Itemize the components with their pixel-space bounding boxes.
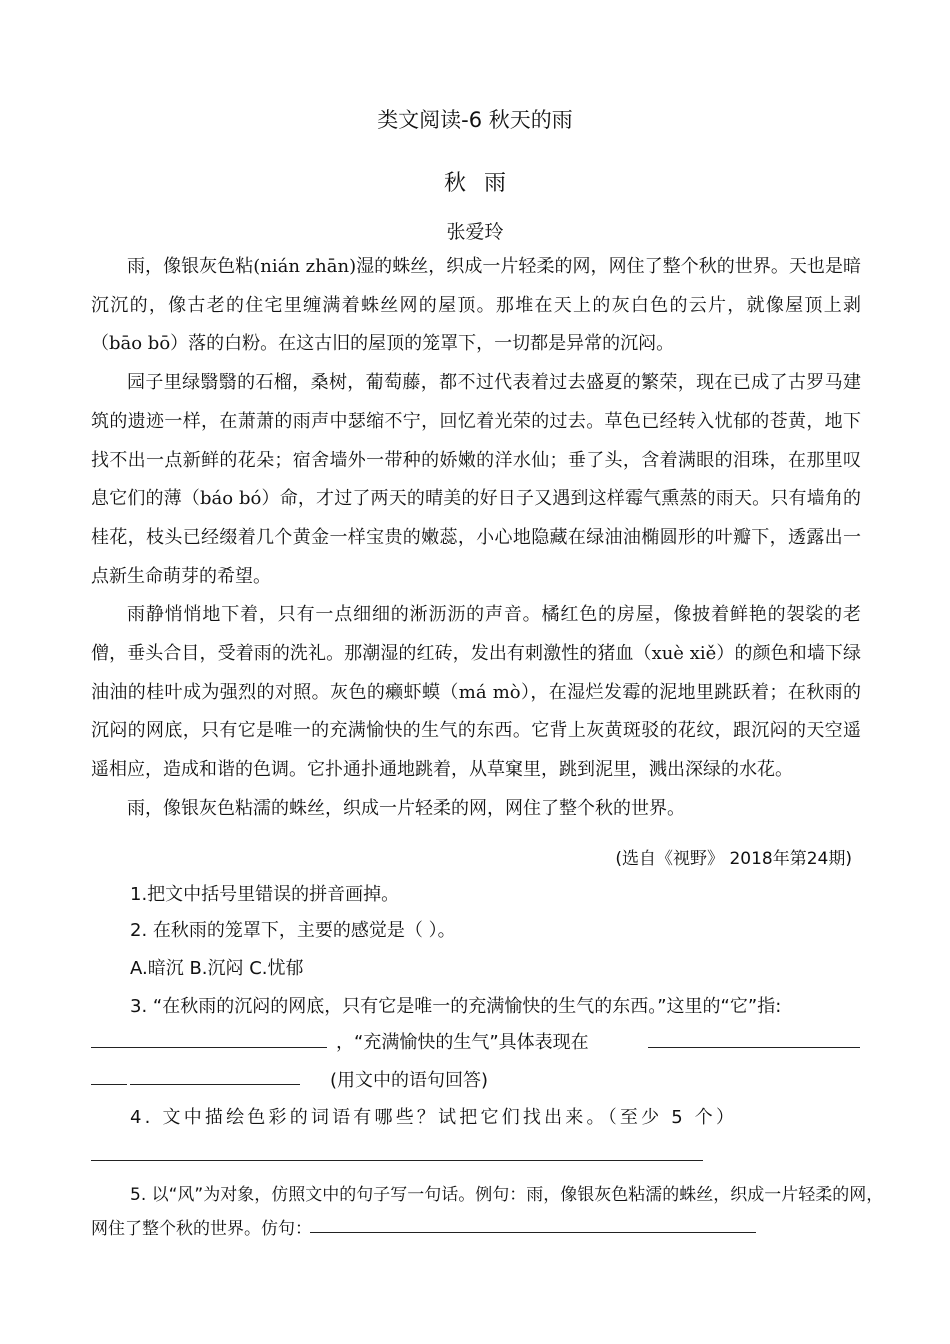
question-2: 2. 在秋雨的笼罩下，主要的感觉是（ ）。: [130, 920, 456, 941]
question-5-continued: 网住了整个秋的世界。仿句：: [91, 1219, 312, 1239]
answer-blank-3a[interactable]: [91, 1047, 327, 1048]
question-3: 3. “在秋雨的沉闷的网底，只有它是唯一的充满愉快的生气的东西。”这里的“它”指:: [130, 996, 782, 1017]
article-title: 秋雨: [443, 171, 524, 196]
answer-blank-3b[interactable]: [648, 1047, 860, 1048]
answer-blank-5[interactable]: [310, 1232, 756, 1233]
question-3-middle: ，“充满愉快的生气”具体表现在: [336, 1032, 589, 1053]
source-citation: (选自《视野》 2018年第24期): [615, 849, 852, 869]
question-1: 1.把文中括号里错误的拼音画掉。: [130, 884, 400, 905]
question-2-options: A.暗沉 B.沉闷 C.忧郁: [130, 958, 304, 979]
answer-blank-3c[interactable]: [91, 1084, 127, 1085]
author-name: 张爱玲: [446, 221, 504, 243]
paragraph-2: 园子里绿翳翳的石榴，桑树，葡萄藤，都不过代表着过去盛夏的繁荣，现在已成了古罗马建筑的遗迹一样，在萧萧的雨声中瑟缩不宁，回忆着光荣的过去。草色已经转入忧郁的苍黄，地下找不出一点新鲜的花朵；宿舍墙外一带种的娇嫩的洋水仙；垂了头，含着满眼的泪珠，在那里叹息它们的薄（báo bó）命，才过了两天的晴美的好日子又遇到这样霉气熏蒸的雨天。只有墙角的桂花，枝头已经缀着几个黄金一样宝贵的嫩蕊，小心地隐藏在绿油油椭圆形的叶瓣下，透露出一点新生命萌芽的希望。: [91, 372, 861, 587]
category-title: 类文阅读-6 秋天的雨: [377, 108, 573, 132]
question-5: 5. 以“风”为对象，仿照文中的句子写一句话。例句：雨，像银灰色粘濡的蛛丝，织成一片轻柔的网，: [130, 1185, 884, 1205]
paragraph-4: 雨，像银灰色粘濡的蛛丝，织成一片轻柔的网，网住了整个秋的世界。: [127, 797, 685, 819]
question-4: 4. 文中描绘色彩的词语有哪些？试把它们找出来。（至少 5 个）: [130, 1107, 738, 1128]
paragraph-3: 雨静悄悄地下着，只有一点细细的淅沥沥的声音。橘红色的房屋，像披着鲜艳的袈裟的老僧，垂头合目，受着雨的洗礼。那潮湿的红砖，发出有刺激性的猪血（xuè xiě）的颜色和墙下绿油油的桂叶成为强烈的对照。灰色的癞虾蟆（má mò），在湿烂发霉的泥地里跳跃着；在秋雨的沉闷的网底，只有它是唯一的充满愉快的生气的东西。它背上灰黄斑驳的花纹，跟沉闷的天空遥遥相应，造成和谐的色调。它扑通扑通地跳着，从草窠里，跳到泥里，溅出深绿的水花。: [91, 604, 861, 781]
answer-blank-4[interactable]: [91, 1160, 703, 1161]
paragraph-1: 雨，像银灰色粘(nián zhān)湿的蛛丝，织成一片轻柔的网，网住了整个秋的世界。天也是暗沉沉的，像古老的住宅里缠满着蛛丝网的屋顶。那堆在天上的灰白色的云片，就像屋顶上剥（bāo bō）落的白粉。在这古旧的屋顶的笼罩下，一切都是异常的沉闷。: [91, 256, 861, 355]
article-body: [91, 248, 861, 829]
answer-blank-3d[interactable]: [130, 1084, 300, 1085]
question-3-note: (用文中的语句回答): [330, 1070, 489, 1091]
